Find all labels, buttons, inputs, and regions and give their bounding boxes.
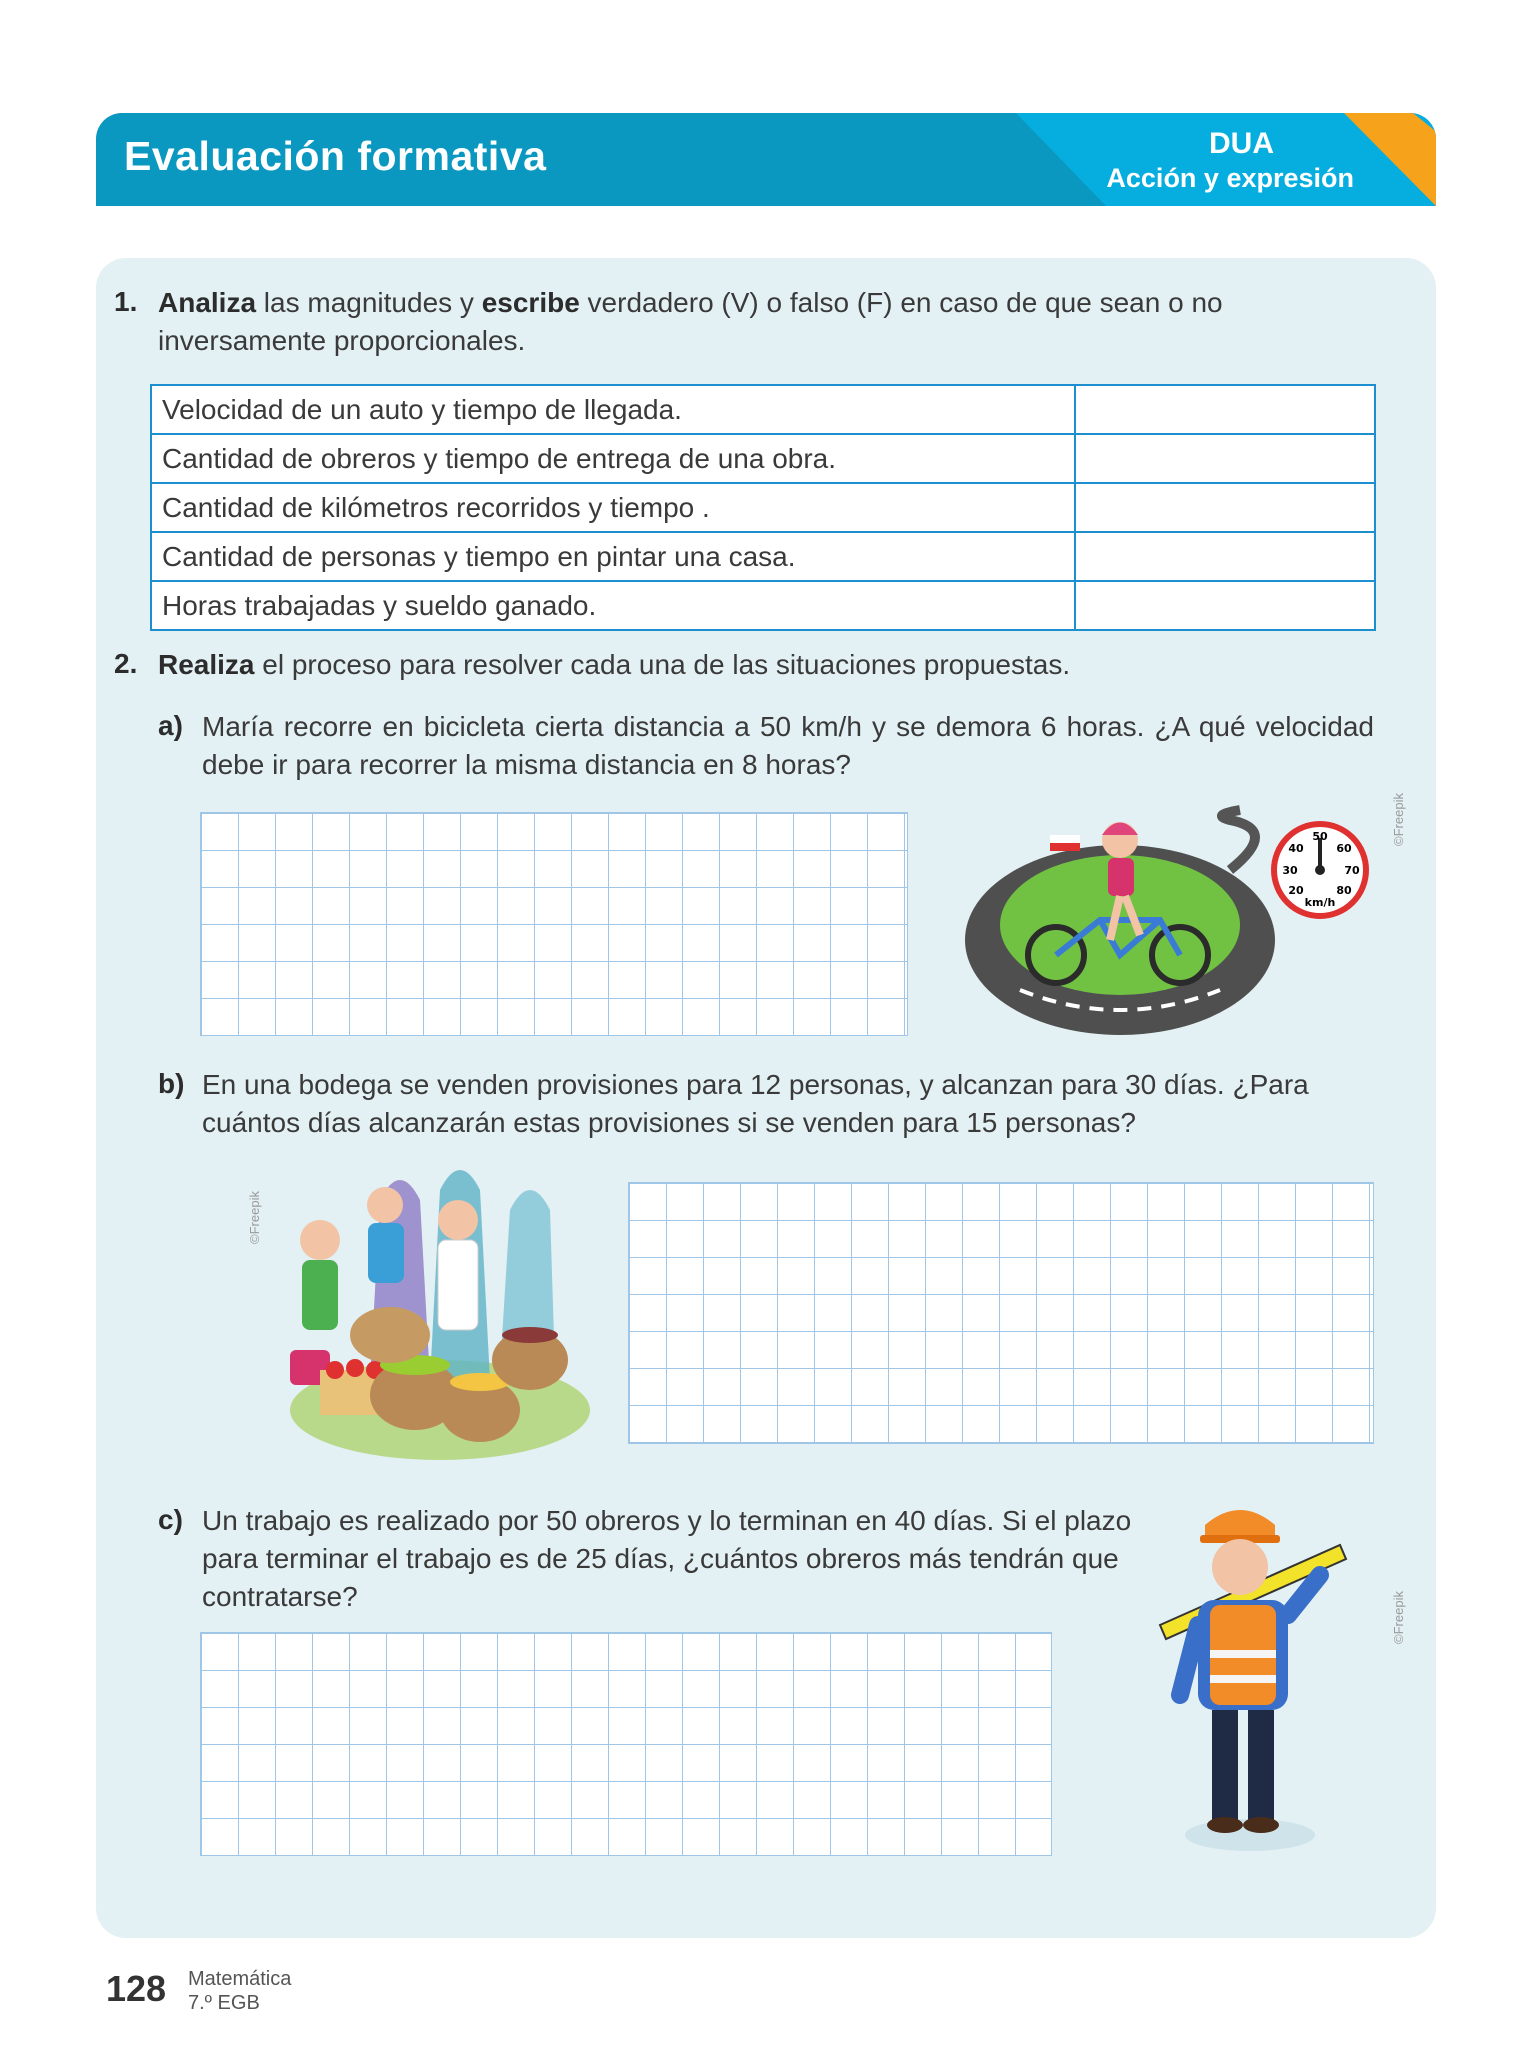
- page-number: 128: [106, 1968, 167, 2009]
- footer-subject: Matemática: [188, 1968, 292, 1990]
- question-2-number: 2.: [114, 648, 138, 679]
- problem-b-text: En una bodega se venden provisiones para 12 personas, y alcanzan para 30 días. ¿Para cuántos días alcanzarán estas provisiones si se venden para 15 personas?: [202, 1069, 1309, 1138]
- speedometer-tick: 70: [1344, 864, 1360, 877]
- question-2-text: Realiza el proceso para resolver cada una de las situaciones propuestas.: [158, 649, 1071, 680]
- question-2-verb-realiza: Realiza: [158, 649, 255, 680]
- answer-cell[interactable]: [1075, 532, 1375, 581]
- speedometer-tick: 60: [1336, 842, 1352, 855]
- dua-title: DUA: [1209, 127, 1274, 160]
- table-row: [151, 385, 1375, 434]
- table-statement: Horas trabajadas y sueldo ganado.: [151, 581, 1075, 630]
- table-statement: Velocidad de un auto y tiempo de llegada.: [151, 385, 1075, 434]
- table-statement: Cantidad de obreros y tiempo de entrega de una obra.: [151, 434, 1075, 483]
- dua-subtitle: Acción y expresión: [1106, 163, 1354, 193]
- table-statement: Cantidad de kilómetros recorridos y tiempo .: [151, 483, 1075, 532]
- problem-c-label: c): [158, 1504, 183, 1535]
- problem-a-label: a): [158, 710, 183, 741]
- answer-cell[interactable]: [1075, 434, 1375, 483]
- speedometer-tick: 80: [1336, 884, 1352, 897]
- answer-cell[interactable]: [1075, 581, 1375, 630]
- table-row: [151, 483, 1375, 532]
- table-row: [151, 581, 1375, 630]
- image-credit: ©Freepik: [1390, 1591, 1406, 1644]
- question-1-number: 1.: [114, 286, 138, 317]
- true-false-table: [150, 384, 1376, 631]
- question-1-verb-escribe: escribe: [481, 287, 580, 318]
- bicycle-illustration: [960, 790, 1380, 1050]
- answer-grid-a[interactable]: [200, 812, 908, 1036]
- speedometer-tick: 30: [1282, 864, 1298, 877]
- answer-grid-b[interactable]: [628, 1182, 1374, 1444]
- section-header: [96, 113, 1436, 206]
- question-1-verb-analiza: Analiza: [158, 287, 257, 318]
- speedometer-tick: 20: [1288, 884, 1304, 897]
- section-title: Evaluación formativa: [124, 133, 547, 179]
- problem-c-text: Un trabajo es realizado por 50 obreros y lo terminan en 40 días. Si el plazo para terminar el trabajo es de 25 días, ¿cuántos obreros más tendrán que contratarse?: [202, 1505, 1132, 1612]
- footer-grade: 7.º EGB: [188, 1992, 260, 2014]
- question-1-text: Analiza las magnitudes y escribe verdadero (V) o falso (F) en caso de que sean o no inversamente proporcionales.: [158, 287, 1223, 356]
- table-statement: Cantidad de personas y tiempo en pintar una casa.: [151, 532, 1075, 581]
- answer-cell[interactable]: [1075, 483, 1375, 532]
- market-illustration: [280, 1160, 600, 1470]
- problem-b-label: b): [158, 1068, 185, 1099]
- answer-grid-c[interactable]: [200, 1632, 1052, 1856]
- table-row: [151, 434, 1375, 483]
- speedometer-unit: km/h: [1304, 896, 1336, 909]
- answer-cell[interactable]: [1075, 385, 1375, 434]
- speedometer-tick: 50: [1312, 830, 1328, 843]
- problem-a-text: María recorre en bicicleta cierta distancia a 50 km/h y se demora 6 horas. ¿A qué velocidad debe ir para recorrer la misma distancia en 8 horas?: [202, 711, 1374, 780]
- worker-illustration: [1150, 1505, 1350, 1855]
- speedometer-tick: 40: [1288, 842, 1304, 855]
- image-credit: ©Freepik: [246, 1191, 262, 1244]
- image-credit: ©Freepik: [1390, 793, 1406, 846]
- table-row: [151, 532, 1375, 581]
